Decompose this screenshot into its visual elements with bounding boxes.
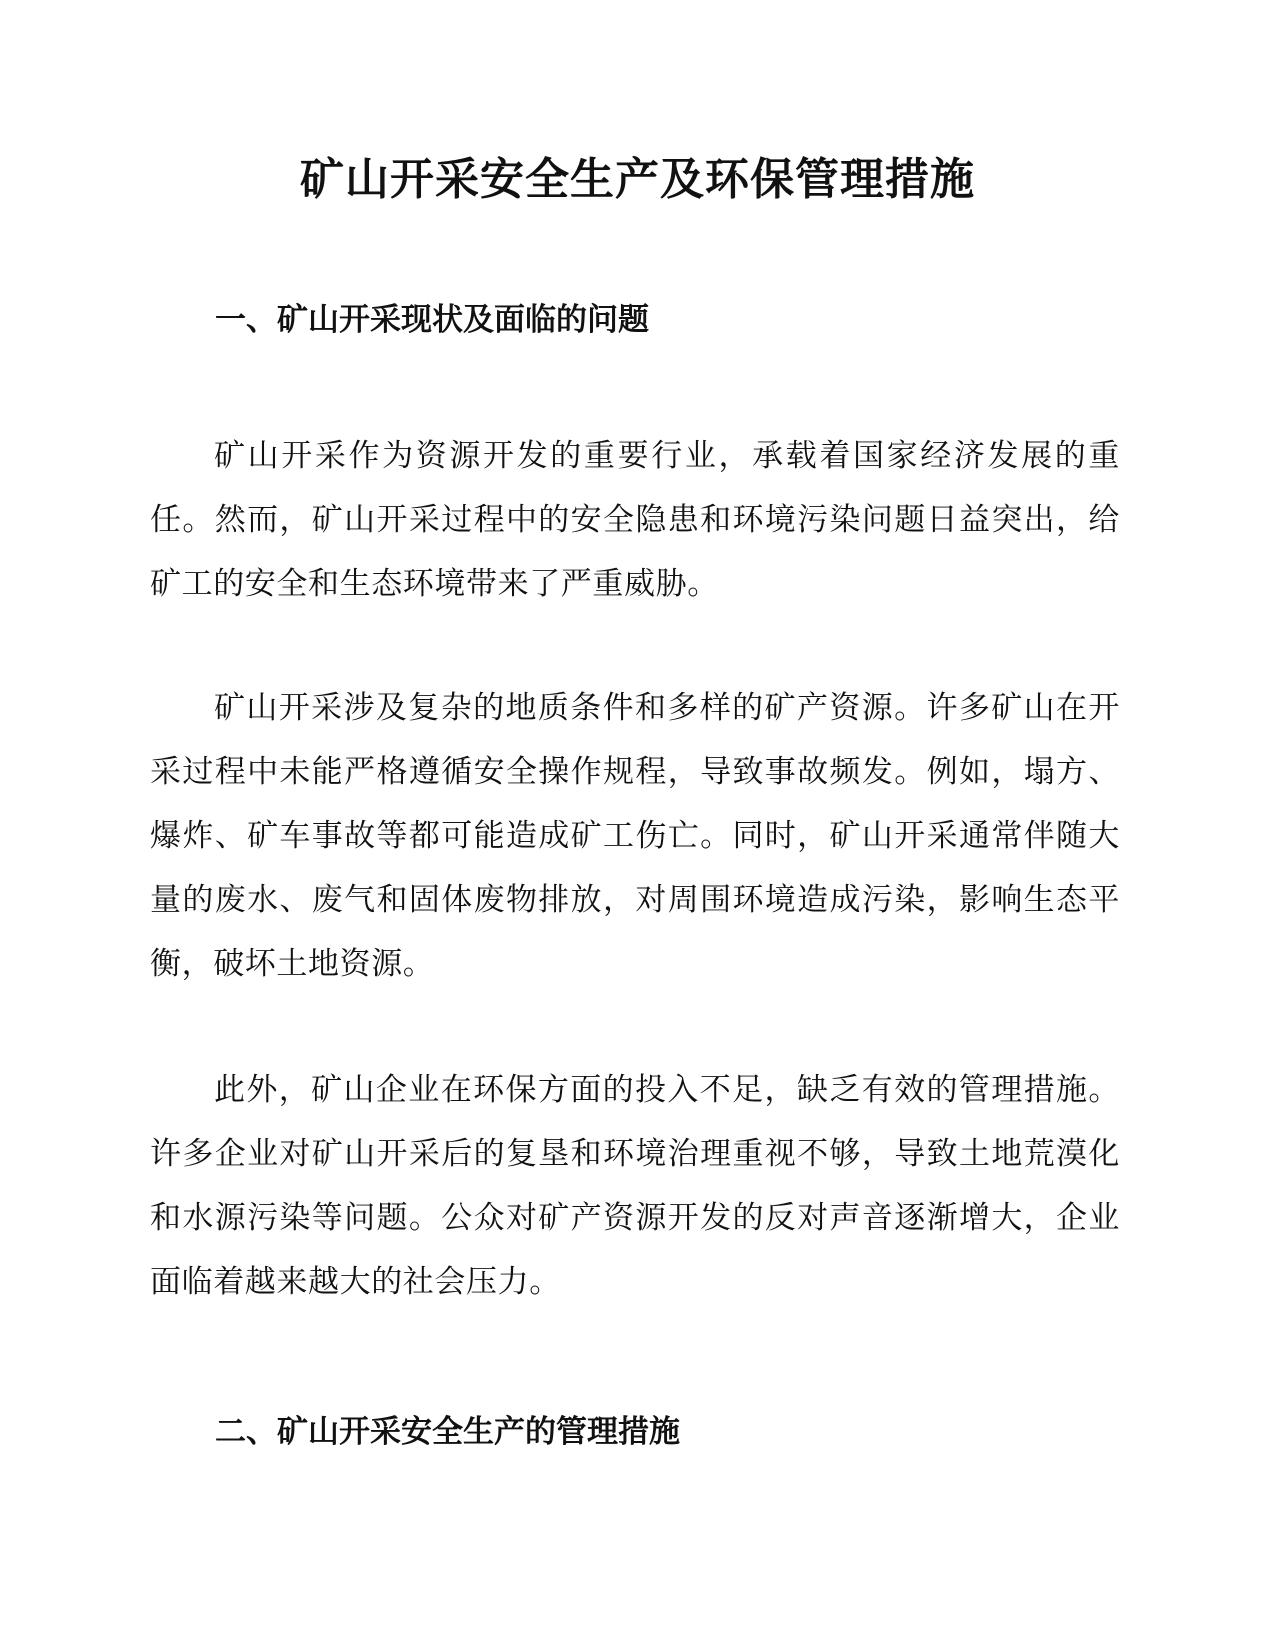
section-heading-2: 二、矿山开采安全生产的管理措施 bbox=[215, 1414, 680, 1450]
paragraph-1: 矿山开采作为资源开发的重要行业，承载着国家经济发展的重任。然而，矿山开采过程中的安全隐患和环境污染问题日益突出，给矿工的安全和生态环境带来了严重威胁。 bbox=[150, 438, 1120, 602]
section-heading-1: 一、矿山开采现状及面临的问题 bbox=[215, 302, 649, 338]
paragraph-2: 矿山开采涉及复杂的地质条件和多样的矿产资源。许多矿山在开采过程中未能严格遵循安全操作规程，导致事故频发。例如，塌方、爆炸、矿车事故等都可能造成矿工伤亡。同时，矿山开采通常伴随大量的废水、废气和固体废物排放，对周围环境造成污染，影响生态平衡，破坏土地资源。 bbox=[150, 690, 1120, 982]
document-title: 矿山开采安全生产及环保管理措施 bbox=[300, 154, 975, 205]
paragraph-3: 此外，矿山企业在环保方面的投入不足，缺乏有效的管理措施。许多企业对矿山开采后的复垦和环境治理重视不够，导致土地荒漠化和水源污染等问题。公众对矿产资源开发的反对声音逐渐增大，企业面临着越来越大的社会压力。 bbox=[150, 1072, 1120, 1300]
